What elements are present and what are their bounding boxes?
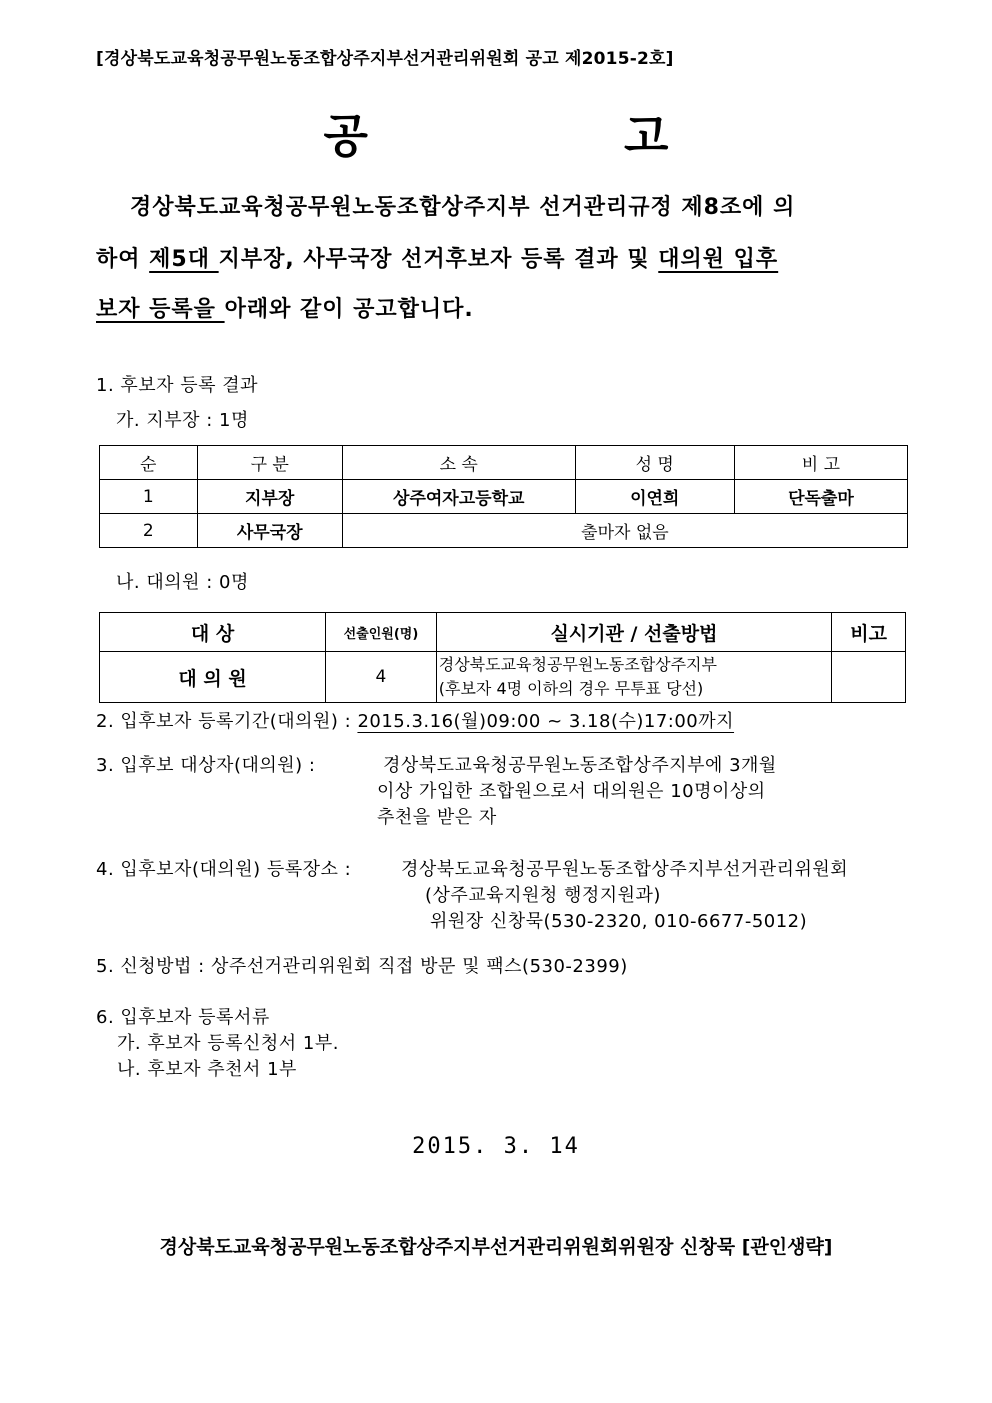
table-cell: 2: [100, 514, 198, 548]
section-6-item-b: 나. 후보자 추천서 1부: [117, 1059, 297, 1080]
intro-text: 하여: [96, 247, 150, 272]
section-3-line-2: 이상 가입한 조합원으로서 대의원은 10명이상의: [377, 781, 766, 802]
table-cell: 4: [326, 652, 437, 703]
table-cell-merged: 출마자 없음: [342, 514, 907, 548]
table-row: [100, 480, 908, 514]
table-header-cell: 소 속: [342, 446, 575, 480]
section-6-item-a: 가. 후보자 등록신청서 1부.: [117, 1033, 339, 1054]
table-header-cell: 성 명: [575, 446, 734, 480]
table-header-row: [100, 613, 906, 652]
table-cell-line: 경상북도교육청공무원노동조합상주지부: [438, 655, 717, 674]
table-row: [100, 652, 906, 703]
section-4-line-3: 위원장 신창묵(530-2320, 010-6677-5012): [430, 911, 808, 932]
section-5-application-method: 5. 신청방법 : 상주선거관리위원회 직접 방문 및 팩스(530-2399): [96, 956, 628, 977]
intro-line-2: [96, 242, 778, 273]
section-3-line-1: 경상북도교육청공무원노동조합상주지부에 3개월: [383, 755, 777, 776]
intro-underlined-term: 제5대: [149, 247, 219, 272]
table-cell: 1: [100, 480, 198, 514]
table-header-cell: 선출인원(명): [326, 613, 437, 652]
table-cell: 대 의 원: [100, 652, 326, 703]
intro-underlined-term: 보자 등록을: [96, 297, 225, 322]
intro-underlined-term: 대의원 입후: [658, 247, 779, 272]
delegate-table: [99, 612, 906, 703]
page-title: 공 고: [323, 109, 789, 163]
table-cell: 사무국장: [197, 514, 342, 548]
section-2-value: 2015.3.16(월)09:00 ~ 3.18(수)17:00까지: [357, 711, 735, 732]
table-cell: 지부장: [197, 480, 342, 514]
intro-line-1: 경상북도교육청공무원노동조합상주지부 선거관리규정 제8조에 의: [130, 195, 796, 220]
table-header-row: [100, 446, 908, 480]
table-header-cell: 순: [100, 446, 198, 480]
section-4-line-2: (상주교육지원청 행정지원과): [425, 885, 661, 906]
intro-text: 아래와 같이 공고합니다.: [224, 297, 474, 322]
intro-line-3: [96, 292, 474, 323]
section-1a-subtitle: 가. 지부장 : 1명: [116, 410, 249, 431]
section-2-registration-period: [96, 707, 734, 733]
table-cell: [832, 652, 906, 703]
table-cell-line: (후보자 4명 이하의 경우 무투표 당선): [438, 679, 704, 698]
table-header-cell: 실시기관 / 선출방법: [436, 613, 831, 652]
signature-line: 경상북도교육청공무원노동조합상주지부선거관리위원회위원장 신창묵 [관인생략]: [159, 1236, 833, 1258]
table-cell: 단독출마: [734, 480, 907, 514]
section-1-title: 1. 후보자 등록 결과: [96, 375, 259, 396]
section-6-title: 6. 입후보자 등록서류: [96, 1007, 270, 1028]
section-4-line-1: 경상북도교육청공무원노동조합상주지부선거관리위원회: [401, 859, 849, 880]
section-4-label: 4. 입후보자(대의원) 등록장소 :: [96, 859, 352, 880]
table-header-cell: 구 분: [197, 446, 342, 480]
table-header-cell: 대 상: [100, 613, 326, 652]
table-cell: 이연희: [575, 480, 734, 514]
table-header-cell: 비고: [832, 613, 906, 652]
table-cell: [436, 652, 831, 703]
section-3-label: 3. 입후보 대상자(대의원) :: [96, 755, 316, 776]
notice-number-header: [경상북도교육청공무원노동조합상주지부선거관리위원회 공고 제2015-2호]: [96, 49, 674, 69]
section-3-line-3: 추천을 받은 자: [377, 807, 497, 828]
table-row: [100, 514, 908, 548]
section-2-label: 2. 입후보자 등록기간(대의원) :: [96, 711, 358, 732]
table-cell: 상주여자고등학교: [342, 480, 575, 514]
section-1b-subtitle: 나. 대의원 : 0명: [116, 572, 249, 593]
notice-date: 2015. 3. 14: [412, 1134, 580, 1159]
branch-head-candidates-table: [99, 445, 908, 548]
intro-text: 지부장, 사무국장 선거후보자 등록 결과 및: [218, 247, 659, 272]
table-header-cell: 비 고: [734, 446, 907, 480]
